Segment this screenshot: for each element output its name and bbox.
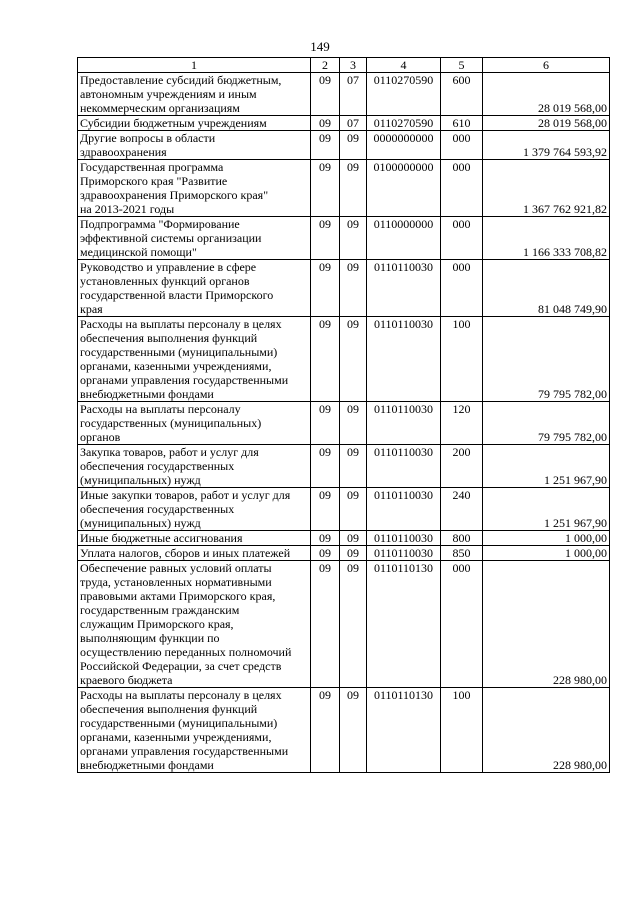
description-line: (муниципальных) нужд — [80, 516, 201, 530]
description-line: Иные закупки товаров, работ и услуг для — [80, 488, 291, 502]
table-row — [78, 260, 610, 317]
target-article-code: 0110270590 — [367, 73, 441, 116]
table-header-row — [78, 58, 610, 73]
target-article-code: 0110110030 — [367, 402, 441, 445]
target-article-code: 0110110130 — [367, 561, 441, 688]
description-line: обеспечения выполнения функций — [80, 702, 258, 716]
expense-type-code: 000 — [441, 217, 483, 260]
description-line: Российской Федерации, за счет средств — [80, 659, 282, 673]
section-code: 09 — [311, 260, 340, 317]
expense-type-code: 000 — [441, 160, 483, 217]
description-line: Закупка товаров, работ и услуг для — [80, 445, 259, 459]
amount-cell: 1 251 967,90 — [483, 445, 610, 488]
section-code: 09 — [311, 531, 340, 546]
column-header: 1 — [78, 58, 311, 73]
amount-cell: 1 251 967,90 — [483, 488, 610, 531]
target-article-code: 0110110030 — [367, 546, 441, 561]
target-article-code: 0110110030 — [367, 531, 441, 546]
table-row — [78, 546, 610, 561]
target-article-code: 0000000000 — [367, 131, 441, 160]
section-code: 09 — [311, 402, 340, 445]
section-code: 09 — [311, 488, 340, 531]
table-row — [78, 116, 610, 131]
expense-type-code: 100 — [441, 688, 483, 773]
target-article-code: 0110110030 — [367, 317, 441, 402]
amount-cell: 79 795 782,00 — [483, 317, 610, 402]
row-description — [78, 445, 311, 488]
column-header: 5 — [441, 58, 483, 73]
column-header: 4 — [367, 58, 441, 73]
description-line: труда, установленных нормативными — [80, 575, 272, 589]
description-line: медицинской помощи" — [80, 245, 197, 259]
subsection-code: 09 — [340, 402, 367, 445]
section-code: 09 — [311, 317, 340, 402]
description-line: Субсидии бюджетным учреждениям — [80, 116, 267, 130]
subsection-code: 07 — [340, 73, 367, 116]
column-header: 3 — [340, 58, 367, 73]
expense-type-code: 000 — [441, 561, 483, 688]
expense-type-code: 850 — [441, 546, 483, 561]
amount-cell: 28 019 568,00 — [483, 116, 610, 131]
target-article-code: 0110000000 — [367, 217, 441, 260]
table-row — [78, 131, 610, 160]
subsection-code: 09 — [340, 217, 367, 260]
section-code: 09 — [311, 688, 340, 773]
row-description — [78, 561, 311, 688]
description-line: здравоохранения — [80, 145, 167, 159]
description-line: органами, казенными учреждениями, — [80, 730, 272, 744]
row-description — [78, 116, 311, 131]
section-code: 09 — [311, 73, 340, 116]
table-row — [78, 217, 610, 260]
table-row — [78, 561, 610, 688]
description-line: Обеспечение равных условий оплаты — [80, 561, 272, 575]
amount-cell: 228 980,00 — [483, 561, 610, 688]
description-line: автономным учреждениям и иным — [80, 87, 257, 101]
subsection-code: 09 — [340, 561, 367, 688]
description-line: обеспечения государственных — [80, 502, 235, 516]
amount-cell: 228 980,00 — [483, 688, 610, 773]
table-row — [78, 317, 610, 402]
row-description — [78, 546, 311, 561]
subsection-code: 09 — [340, 260, 367, 317]
description-line: внебюджетными фондами — [80, 758, 214, 772]
column-header: 6 — [483, 58, 610, 73]
expense-type-code: 100 — [441, 317, 483, 402]
section-code: 09 — [311, 546, 340, 561]
section-code: 09 — [311, 217, 340, 260]
row-description — [78, 531, 311, 546]
description-line: внебюджетными фондами — [80, 387, 214, 401]
description-line: Иные бюджетные ассигнования — [80, 531, 243, 545]
description-line: краевого бюджета — [80, 673, 173, 687]
description-line: здравоохранения Приморского края" — [80, 188, 269, 202]
row-description — [78, 317, 311, 402]
description-line: эффективной системы организации — [80, 231, 262, 245]
description-line: края — [80, 302, 103, 316]
row-description — [78, 260, 311, 317]
amount-cell: 1 367 762 921,82 — [483, 160, 610, 217]
description-line: органами управления государственными — [80, 744, 289, 758]
table-row — [78, 73, 610, 116]
description-line: органами, казенными учреждениями, — [80, 359, 272, 373]
table-row — [78, 402, 610, 445]
expense-type-code: 120 — [441, 402, 483, 445]
description-line: осуществлению переданных полномочий — [80, 645, 292, 659]
amount-cell: 28 019 568,00 — [483, 73, 610, 116]
row-description — [78, 73, 311, 116]
description-line: государственным гражданским — [80, 603, 240, 617]
description-line: Государственная программа — [80, 160, 224, 174]
expense-type-code: 800 — [441, 531, 483, 546]
description-line: Расходы на выплаты персоналу — [80, 402, 241, 416]
description-line: обеспечения выполнения функций — [80, 331, 258, 345]
description-line: установленных функций органов — [80, 274, 250, 288]
section-code: 09 — [311, 116, 340, 131]
description-line: обеспечения государственных — [80, 459, 235, 473]
description-line: Уплата налогов, сборов и иных платежей — [80, 546, 291, 560]
description-line: органами управления государственными — [80, 373, 289, 387]
description-line: государственных (муниципальных) — [80, 416, 262, 430]
subsection-code: 09 — [340, 488, 367, 531]
row-description — [78, 217, 311, 260]
expense-type-code: 600 — [441, 73, 483, 116]
description-line: выполняющим функции по — [80, 631, 220, 645]
subsection-code: 09 — [340, 317, 367, 402]
table-row — [78, 445, 610, 488]
description-line: служащим Приморского края, — [80, 617, 234, 631]
table-row — [78, 160, 610, 217]
description-line: Расходы на выплаты персоналу в целях — [80, 317, 282, 331]
subsection-code: 09 — [340, 546, 367, 561]
subsection-code: 09 — [340, 688, 367, 773]
description-line: Подпрограмма "Формирование — [80, 217, 240, 231]
description-line: некоммерческим организациям — [80, 101, 240, 115]
subsection-code: 09 — [340, 531, 367, 546]
expense-type-code: 000 — [441, 260, 483, 317]
subsection-code: 09 — [340, 131, 367, 160]
expense-type-code: 000 — [441, 131, 483, 160]
target-article-code: 0110110130 — [367, 688, 441, 773]
expense-type-code: 240 — [441, 488, 483, 531]
column-header: 2 — [311, 58, 340, 73]
description-line: (муниципальных) нужд — [80, 473, 201, 487]
amount-cell: 1 379 764 593,92 — [483, 131, 610, 160]
subsection-code: 09 — [340, 160, 367, 217]
description-line: на 2013-2021 годы — [80, 202, 175, 216]
description-line: Приморского края "Развитие — [80, 174, 228, 188]
subsection-code: 07 — [340, 116, 367, 131]
description-line: Руководство и управление в сфере — [80, 260, 257, 274]
target-article-code: 0110110030 — [367, 260, 441, 317]
description-line: Другие вопросы в области — [80, 131, 216, 145]
section-code: 09 — [311, 445, 340, 488]
description-line: органов — [80, 430, 121, 444]
table-row — [78, 531, 610, 546]
row-description — [78, 688, 311, 773]
description-line: Расходы на выплаты персоналу в целях — [80, 688, 282, 702]
expense-type-code: 200 — [441, 445, 483, 488]
description-line: государственной власти Приморского — [80, 288, 274, 302]
subsection-code: 09 — [340, 445, 367, 488]
table-row — [78, 688, 610, 773]
description-line: правовыми актами Приморского края, — [80, 589, 276, 603]
amount-cell: 79 795 782,00 — [483, 402, 610, 445]
target-article-code: 0110270590 — [367, 116, 441, 131]
amount-cell: 81 048 749,90 — [483, 260, 610, 317]
target-article-code: 0100000000 — [367, 160, 441, 217]
page-number: 149 — [310, 39, 330, 54]
description-line: государственными (муниципальными) — [80, 716, 278, 730]
table-row — [78, 488, 610, 531]
row-description — [78, 131, 311, 160]
amount-cell: 1 000,00 — [483, 546, 610, 561]
target-article-code: 0110110030 — [367, 488, 441, 531]
row-description — [78, 488, 311, 531]
description-line: Предоставление субсидий бюджетным, — [80, 73, 282, 87]
description-line: государственными (муниципальными) — [80, 345, 278, 359]
section-code: 09 — [311, 131, 340, 160]
budget-table — [77, 57, 610, 773]
row-description — [78, 402, 311, 445]
row-description — [78, 160, 311, 217]
expense-type-code: 610 — [441, 116, 483, 131]
amount-cell: 1 000,00 — [483, 531, 610, 546]
section-code: 09 — [311, 561, 340, 688]
target-article-code: 0110110030 — [367, 445, 441, 488]
section-code: 09 — [311, 160, 340, 217]
amount-cell: 1 166 333 708,82 — [483, 217, 610, 260]
